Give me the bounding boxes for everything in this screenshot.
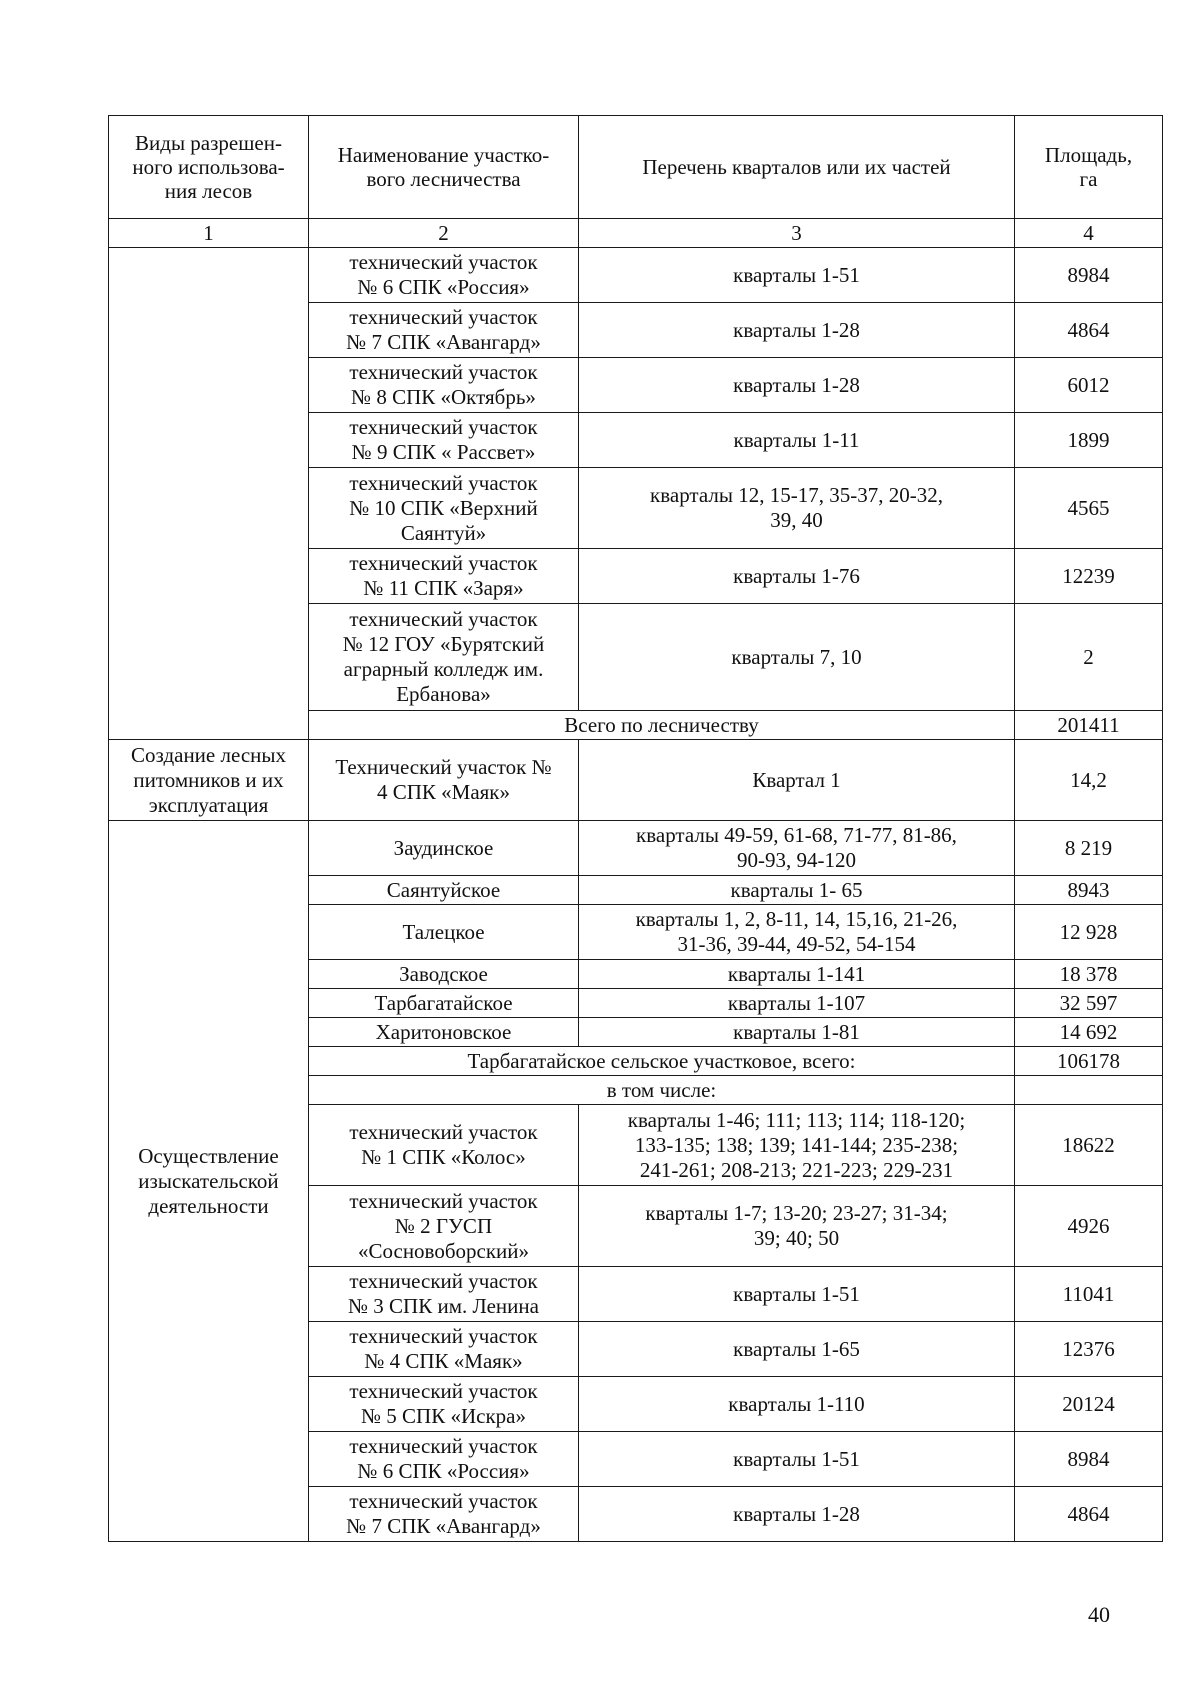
quarters-cell: кварталы 1- 65: [579, 876, 1015, 905]
quarters-cell: кварталы 1-46; 111; 113; 114; 118-120; 133-135; 138; 139; 141-144; 235-238; 241-261; 208-213; 221-223; 229-231: [579, 1105, 1015, 1186]
site-name: технический участок № 1 СПК «Колос»: [309, 1105, 579, 1186]
site-name: технический участок № 6 СПК «Россия»: [309, 248, 579, 303]
use-type-survey: Осуществление изыскательской деятельности: [109, 821, 309, 1542]
header-quarters-list: Перечень кварталов или их частей: [579, 116, 1015, 219]
site-name: технический участок № 4 СПК «Маяк»: [309, 1322, 579, 1377]
header-forestry-name: Наименование участко- вого лесничества: [309, 116, 579, 219]
including-label: в том числе:: [309, 1076, 1015, 1105]
area-cell: 11041: [1015, 1267, 1163, 1322]
quarters-cell: кварталы 1-141: [579, 960, 1015, 989]
table-row: [109, 821, 1163, 876]
site-name: технический участок № 10 СПК «Верхний Саянтуй»: [309, 468, 579, 549]
area-cell: 20124: [1015, 1377, 1163, 1432]
column-number: 1: [109, 219, 309, 248]
area-cell: 12239: [1015, 549, 1163, 604]
site-name: Технический участок № 4 СПК «Маяк»: [309, 740, 579, 821]
site-name: технический участок № 5 СПК «Искра»: [309, 1377, 579, 1432]
quarters-cell: кварталы 1-28: [579, 303, 1015, 358]
site-name: технический участок № 3 СПК им. Ленина: [309, 1267, 579, 1322]
quarters-cell: кварталы 1-28: [579, 358, 1015, 413]
area-cell: 2: [1015, 604, 1163, 711]
table-row: [109, 740, 1163, 821]
header-area: Площадь, га: [1015, 116, 1163, 219]
quarters-cell: кварталы 1-51: [579, 1432, 1015, 1487]
quarters-cell: кварталы 1-28: [579, 1487, 1015, 1542]
area-cell: 18622: [1015, 1105, 1163, 1186]
use-type-cell-empty: [109, 248, 309, 740]
quarters-cell: кварталы 1-110: [579, 1377, 1015, 1432]
quarters-cell: кварталы 1-7; 13-20; 23-27; 31-34; 39; 40; 50: [579, 1186, 1015, 1267]
site-name: технический участок № 7 СПК «Авангард»: [309, 1487, 579, 1542]
site-name: технический участок № 7 СПК «Авангард»: [309, 303, 579, 358]
forest-use-table-page: [108, 115, 1162, 1542]
quarters-cell: кварталы 1-81: [579, 1018, 1015, 1047]
quarters-cell: кварталы 1-51: [579, 248, 1015, 303]
subtotal-area: 106178: [1015, 1047, 1163, 1076]
site-name: технический участок № 12 ГОУ «Бурятский аграрный колледж им. Ербанова»: [309, 604, 579, 711]
district-name: Тарбагатайское: [309, 989, 579, 1018]
column-number-row: [109, 219, 1163, 248]
area-cell: 8 219: [1015, 821, 1163, 876]
quarters-cell: кварталы 1-107: [579, 989, 1015, 1018]
district-name: Талецкое: [309, 905, 579, 960]
area-cell: 4864: [1015, 1487, 1163, 1542]
total-label: Всего по лесничеству: [309, 711, 1015, 740]
quarters-cell: кварталы 12, 15-17, 35-37, 20-32, 39, 40: [579, 468, 1015, 549]
area-cell: 12376: [1015, 1322, 1163, 1377]
area-cell: 1899: [1015, 413, 1163, 468]
site-name: технический участок № 9 СПК « Рассвет»: [309, 413, 579, 468]
area-cell: 8984: [1015, 1432, 1163, 1487]
district-name: Заудинское: [309, 821, 579, 876]
column-number: 4: [1015, 219, 1163, 248]
quarters-cell: кварталы 1-65: [579, 1322, 1015, 1377]
table-header-row: [109, 116, 1163, 219]
quarters-cell: кварталы 1-11: [579, 413, 1015, 468]
site-name: технический участок № 2 ГУСП «Сосновоборский»: [309, 1186, 579, 1267]
area-cell: 8984: [1015, 248, 1163, 303]
quarters-cell: кварталы 49-59, 61-68, 71-77, 81-86, 90-93, 94-120: [579, 821, 1015, 876]
quarters-cell: кварталы 1, 2, 8-11, 14, 15,16, 21-26, 31-36, 39-44, 49-52, 54-154: [579, 905, 1015, 960]
forest-use-table: [108, 115, 1163, 1542]
area-cell: 4926: [1015, 1186, 1163, 1267]
site-name: технический участок № 8 СПК «Октябрь»: [309, 358, 579, 413]
site-name: технический участок № 11 СПК «Заря»: [309, 549, 579, 604]
area-cell: 14 692: [1015, 1018, 1163, 1047]
area-cell: 6012: [1015, 358, 1163, 413]
area-cell: 8943: [1015, 876, 1163, 905]
quarters-cell: кварталы 1-51: [579, 1267, 1015, 1322]
total-area: 201411: [1015, 711, 1163, 740]
area-cell: 12 928: [1015, 905, 1163, 960]
page-number: 40: [1088, 1602, 1110, 1627]
area-cell-empty: [1015, 1076, 1163, 1105]
use-type-nursery: Создание лесных питомников и их эксплуатация: [109, 740, 309, 821]
district-name: Харитоновское: [309, 1018, 579, 1047]
column-number: 2: [309, 219, 579, 248]
district-name: Саянтуйское: [309, 876, 579, 905]
header-use-type: Виды разрешен- ного использова- ния лесов: [109, 116, 309, 219]
area-cell: 4864: [1015, 303, 1163, 358]
area-cell: 4565: [1015, 468, 1163, 549]
quarters-cell: кварталы 1-76: [579, 549, 1015, 604]
quarters-cell: кварталы 7, 10: [579, 604, 1015, 711]
area-cell: 18 378: [1015, 960, 1163, 989]
quarters-cell: Квартал 1: [579, 740, 1015, 821]
table-row: [109, 248, 1163, 303]
district-name: Заводское: [309, 960, 579, 989]
site-name: технический участок № 6 СПК «Россия»: [309, 1432, 579, 1487]
area-cell: 14,2: [1015, 740, 1163, 821]
subtotal-label: Тарбагатайское сельское участковое, всего:: [309, 1047, 1015, 1076]
column-number: 3: [579, 219, 1015, 248]
area-cell: 32 597: [1015, 989, 1163, 1018]
